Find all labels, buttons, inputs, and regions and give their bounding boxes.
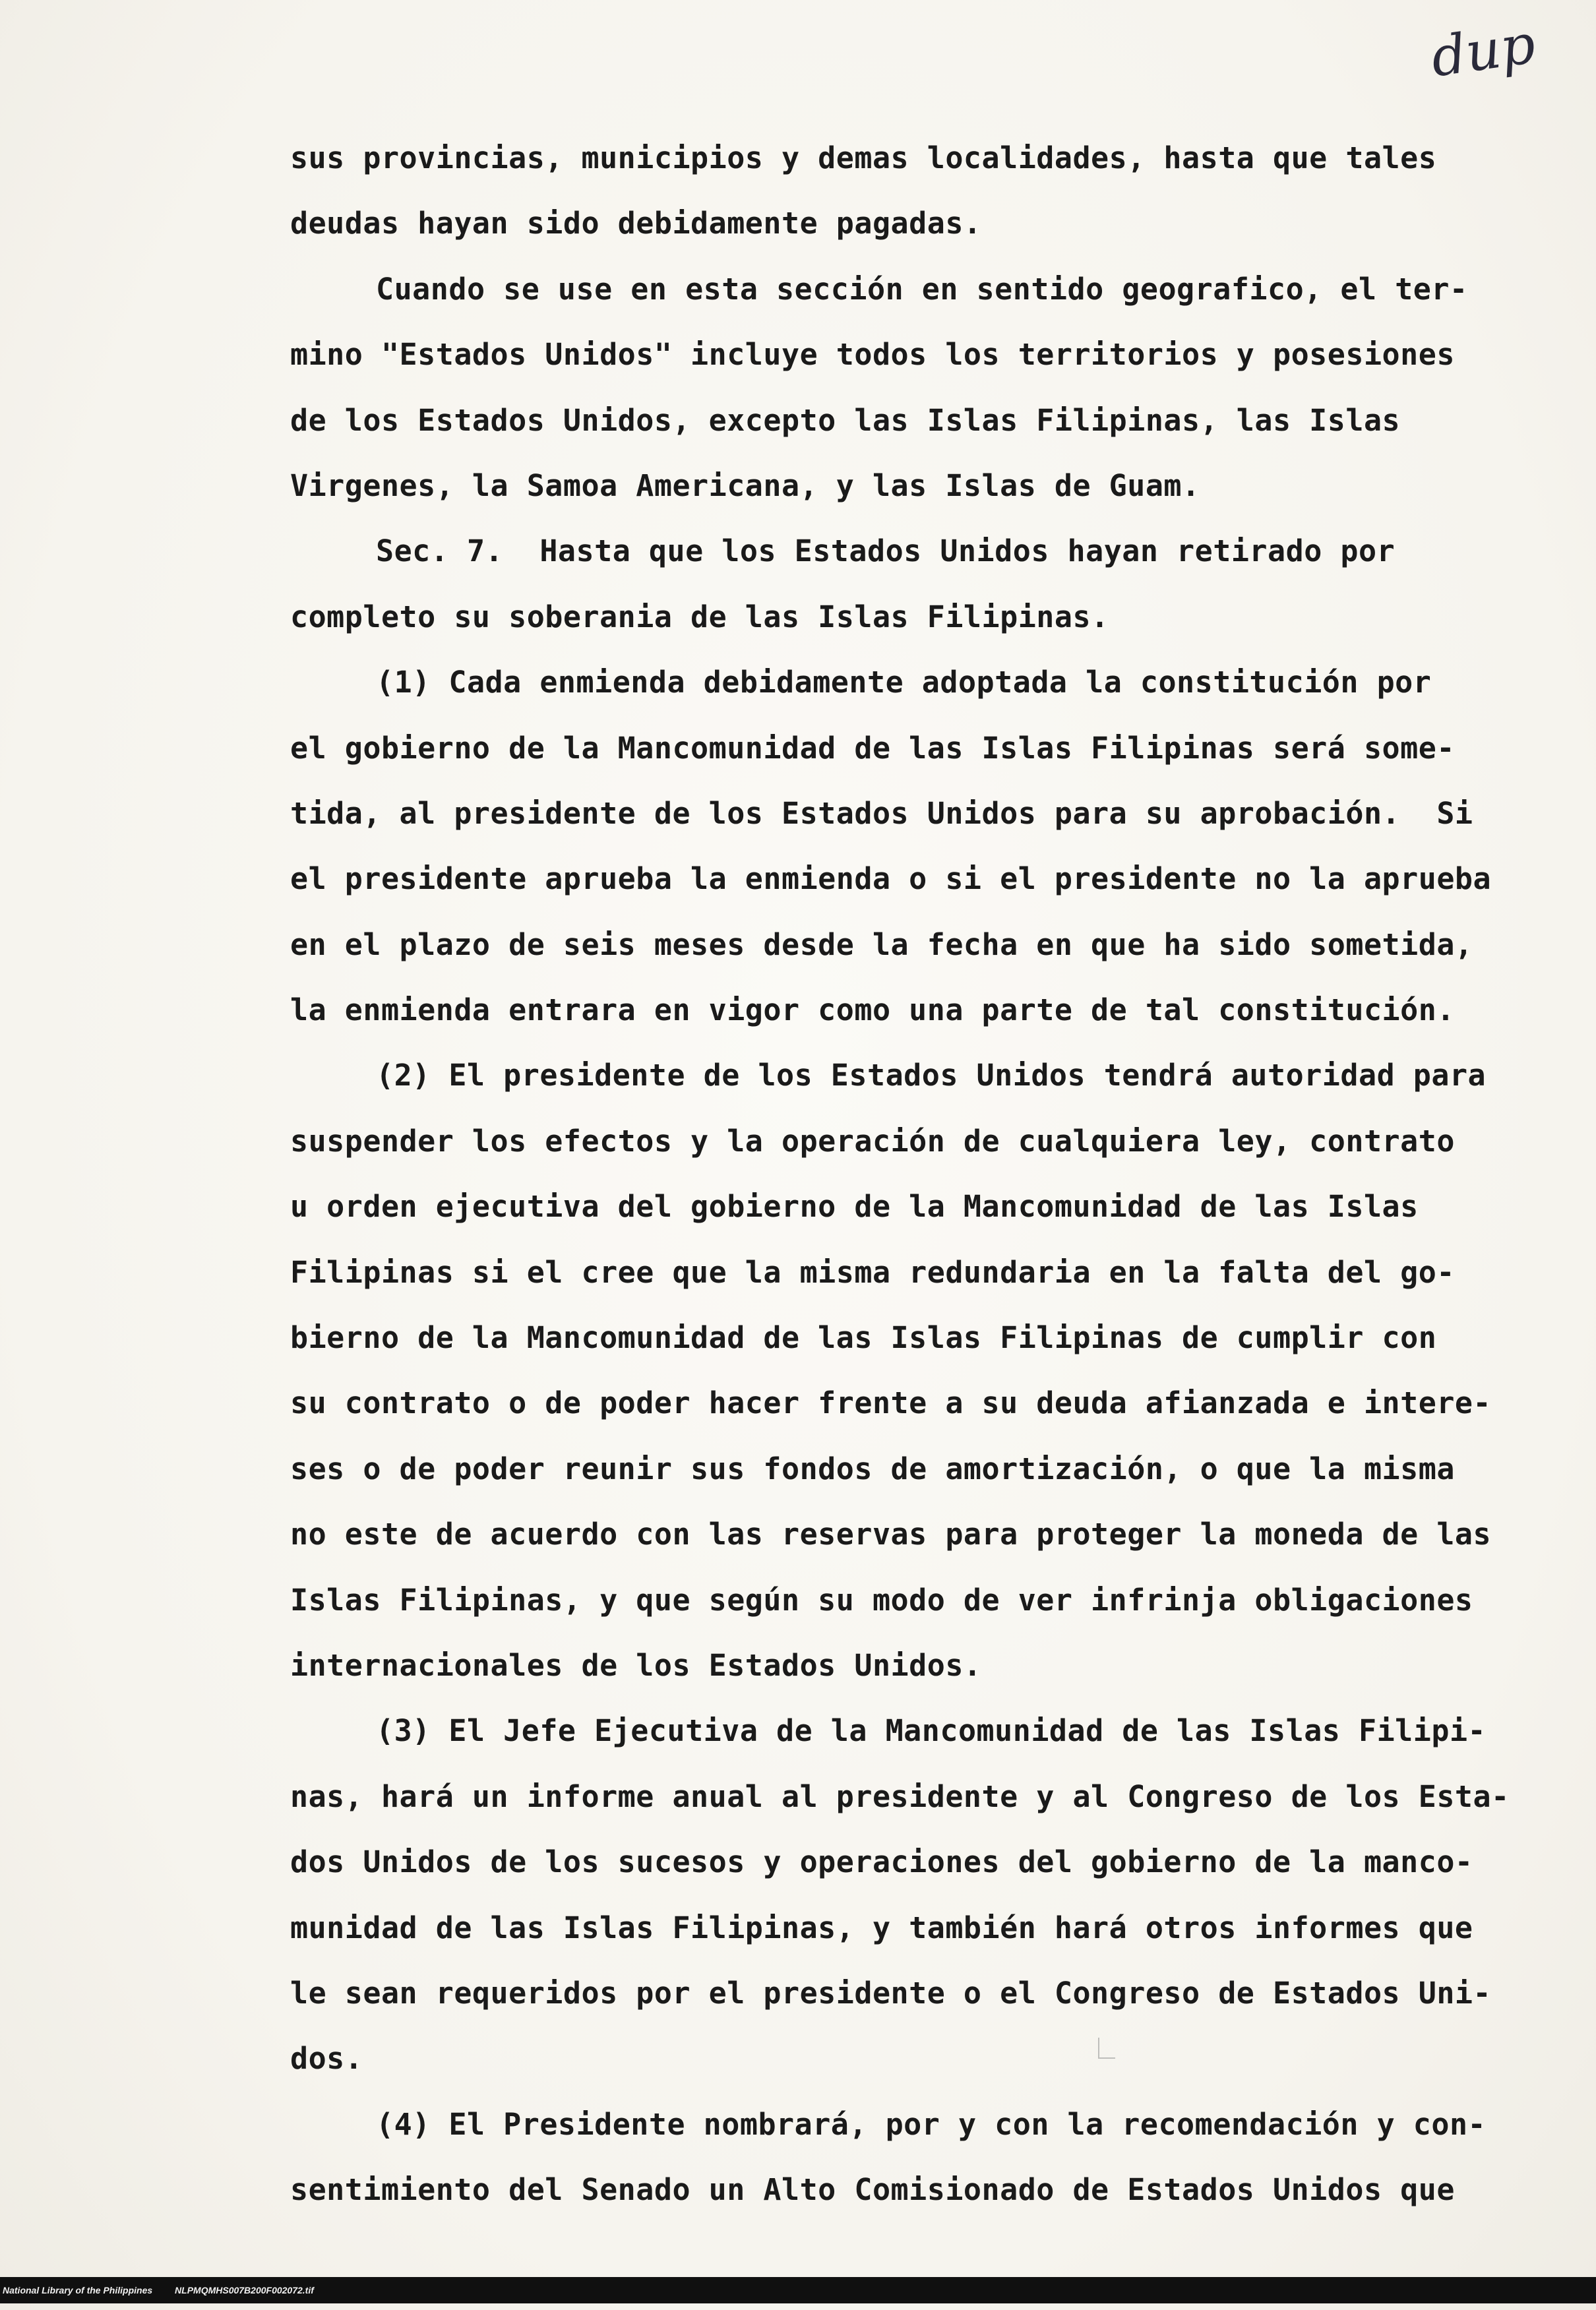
file-name: NLPMQMHS007B200F002072.tif bbox=[175, 2285, 314, 2295]
archive-footer-strip bbox=[0, 2277, 1596, 2303]
text-line: ses o de poder reunir sus fondos de amortización, o que la misma bbox=[290, 1451, 1455, 1486]
text-line: sentimiento del Senado un Alto Comisionado de Estados Unidos que bbox=[290, 2172, 1455, 2208]
text-line: u orden ejecutiva del gobierno de la Mancomunidad de las Islas bbox=[290, 1189, 1419, 1225]
document-body bbox=[290, 125, 1510, 2223]
paragraph-start-line: (3) El Jefe Ejecutiva de la Mancomunidad de las Islas Filipi- bbox=[376, 1713, 1487, 1749]
text-line: nas, hará un informe anual al presidente y al Congreso de los Esta- bbox=[290, 1778, 1510, 1814]
text-line: el presidente aprueba la enmienda o si el presidente no la aprueba bbox=[290, 861, 1492, 897]
archive-name: National Library of the Philippines bbox=[3, 2285, 153, 2295]
text-line: el gobierno de la Mancomunidad de las Islas Filipinas será some- bbox=[290, 730, 1455, 766]
text-line: bierno de la Mancomunidad de las Islas Filipinas de cumplir con bbox=[290, 1320, 1437, 1356]
text-line: munidad de las Islas Filipinas, y también hará otros informes que bbox=[290, 1910, 1473, 1945]
text-line: mino "Estados Unidos" incluye todos los territorios y posesiones bbox=[290, 337, 1455, 373]
text-line: internacionales de los Estados Unidos. bbox=[290, 1647, 982, 1683]
text-line: dos. bbox=[290, 2041, 363, 2077]
text-line: en el plazo de seis meses desde la fecha en que ha sido sometida, bbox=[290, 927, 1473, 962]
text-line: su contrato o de poder hacer frente a su deuda afianzada e intere- bbox=[290, 1385, 1492, 1421]
text-line: de los Estados Unidos, excepto las Islas Filipinas, las Islas bbox=[290, 402, 1401, 438]
text-line: tida, al presidente de los Estados Unidos para su aprobación. Si bbox=[290, 795, 1473, 831]
text-line: dos Unidos de los sucesos y operaciones del gobierno de la manco- bbox=[290, 1844, 1473, 1880]
text-line: Virgenes, la Samoa Americana, y las Islas de Guam. bbox=[290, 468, 1200, 503]
text-line: suspender los efectos y la operación de cualquiera ley, contrato bbox=[290, 1123, 1455, 1159]
text-line: Islas Filipinas, y que según su modo de ver infrinja obligaciones bbox=[290, 1582, 1473, 1618]
handwritten-margin-note: dup bbox=[1427, 13, 1539, 90]
text-line: Filipinas si el cree que la misma redundaria en la falta del go- bbox=[290, 1254, 1455, 1290]
text-line: deudas hayan sido debidamente pagadas. bbox=[290, 206, 982, 241]
paragraph-start-line: (4) El Presidente nombrará, por y con la recomendación y con- bbox=[376, 2106, 1487, 2142]
text-line: la enmienda entrara en vigor como una parte de tal constitución. bbox=[290, 992, 1455, 1028]
text-line: completo su soberania de las Islas Filipinas. bbox=[290, 599, 1109, 634]
text-line: le sean requeridos por el presidente o el Congreso de Estados Uni- bbox=[290, 1975, 1492, 2011]
paragraph-start-line: Cuando se use en esta sección en sentido geografico, el ter- bbox=[376, 271, 1468, 307]
paragraph-start-line: (2) El presidente de los Estados Unidos tendrá autoridad para bbox=[376, 1058, 1487, 1093]
section-heading-line: Sec. 7. Hasta que los Estados Unidos hayan retirado por bbox=[376, 533, 1396, 569]
stray-pencil-mark bbox=[1098, 2038, 1115, 2059]
paragraph-start-line: (1) Cada enmienda debidamente adoptada la constitución por bbox=[376, 665, 1432, 700]
text-line: sus provincias, municipios y demas localidades, hasta que tales bbox=[290, 140, 1437, 175]
text-line: no este de acuerdo con las reservas para proteger la moneda de las bbox=[290, 1517, 1492, 1552]
